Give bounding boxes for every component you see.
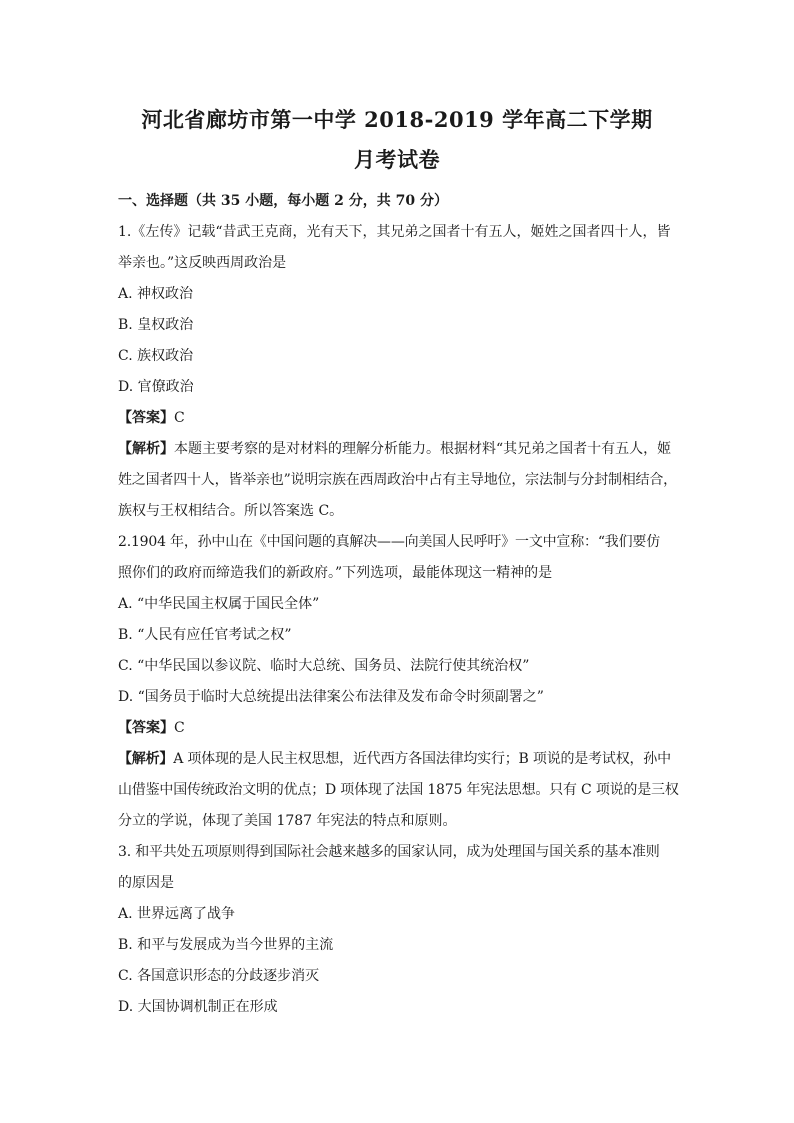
option-c: C. “中华民国以参议院、临时大总统、国务员、法院行使其统治权” bbox=[118, 658, 530, 674]
option-a: A. “中华民国主权属于国民全体” bbox=[118, 596, 320, 612]
analysis-text: A 项体现的是人民主权思想，近代西方各国法律均实行；B 项说的是考试权，孙中 bbox=[173, 751, 671, 767]
option-d: D. “国务员于临时大总统提出法律案公布法律及发布命令时须副署之” bbox=[118, 689, 544, 705]
analysis-line: 姓之国者四十人，皆举亲也”说明宗族在西周政治中占有主导地位，宗法制与分封制相结合， bbox=[118, 472, 677, 488]
analysis-text: 本题主要考察的是对材料的理解分析能力。根据材料“其兄弟之国者十有五人，姬 bbox=[174, 441, 672, 457]
answer-value: C bbox=[174, 410, 185, 426]
analysis-line: 山借鉴中国传统政治文明的优点；D 项体现了法国 1875 年宪法思想。只有 C 项说的是三权 bbox=[118, 782, 679, 798]
analysis-line: 族权与王权相结合。所以答案选 C。 bbox=[118, 503, 344, 519]
section-heading: 一、选择题（共 35 小题，每小题 2 分，共 70 分） bbox=[118, 193, 448, 209]
question-stem-line: 举亲也。”这反映西周政治是 bbox=[118, 255, 287, 271]
analysis-label: 【解析】 bbox=[118, 751, 174, 767]
option-d: D. 大国协调机制正在形成 bbox=[118, 999, 278, 1015]
option-a: A. 世界远离了战争 bbox=[118, 906, 236, 922]
option-c: C. 各国意识形态的分歧逐步消灭 bbox=[118, 968, 320, 984]
question-2 bbox=[118, 527, 678, 837]
option-b: B. 皇权政治 bbox=[118, 317, 194, 333]
question-stem-line: 照你们的政府而缔造我们的新政府。”下列选项，最能体现这一精神的是 bbox=[118, 565, 553, 581]
question-stem-line: 的原因是 bbox=[118, 875, 174, 891]
option-b: B. “人民有应任官考试之权” bbox=[118, 627, 292, 643]
answer-line bbox=[118, 403, 678, 434]
answer-label: 【答案】 bbox=[118, 410, 174, 426]
option-d: D. 官僚政治 bbox=[118, 379, 194, 395]
analysis-line bbox=[118, 744, 678, 775]
option-c: C. 族权政治 bbox=[118, 348, 194, 364]
option-b: B. 和平与发展成为当今世界的主流 bbox=[118, 937, 334, 953]
question-stem-line: 2.1904 年，孙中山在《中国问题的真解决——向美国人民呼吁》一文中宣称：“我们要仿 bbox=[118, 534, 660, 550]
answer-label: 【答案】 bbox=[118, 720, 174, 736]
question-stem-line: 1.《左传》记载“昔武王克商，光有天下，其兄弟之国者十有五人，姬姓之国者四十人，皆 bbox=[118, 224, 671, 240]
exam-content bbox=[118, 186, 678, 1023]
option-a: A. 神权政治 bbox=[118, 286, 194, 302]
analysis-line bbox=[118, 434, 678, 465]
question-stem-line: 3. 和平共处五项原则得到国际社会越来越多的国家认同，成为处理国与国关系的基本准则 bbox=[118, 844, 660, 860]
document-subtitle: 月考试卷 bbox=[354, 147, 440, 172]
document-title: 河北省廊坊市第一中学 2018-2019 学年高二下学期 bbox=[141, 107, 653, 132]
question-1 bbox=[118, 217, 678, 527]
analysis-label: 【解析】 bbox=[118, 441, 174, 457]
answer-value: C bbox=[174, 720, 185, 736]
answer-line bbox=[118, 713, 678, 744]
analysis-line: 分立的学说，体现了美国 1787 年宪法的特点和原则。 bbox=[118, 813, 457, 829]
question-3 bbox=[118, 837, 678, 1023]
